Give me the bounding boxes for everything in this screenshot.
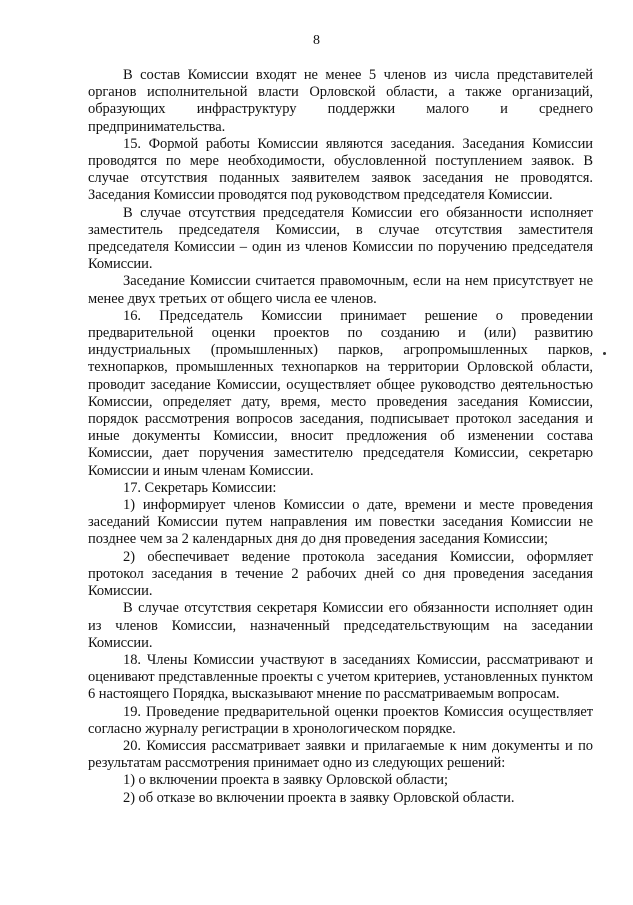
paragraph-commission-composition: В состав Комиссии входят не менее 5 членов из числа представителей органов исполнительной власти Орловской области, а также организаций, образующих инфраструктуру поддержки малого и среднего предпринимательства. (88, 67, 593, 135)
paragraph-chair-absence: В случае отсутствия председателя Комиссии его обязанности исполняет заместитель председателя Комиссии, в случае отсутствия заместителя председателя Комиссии – один из членов Комиссии по поручению председателя Комиссии. (88, 204, 593, 273)
paragraph-17-secretary: 17. Секретарь Комиссии: (123, 479, 277, 496)
paragraph-quorum: Заседание Комиссии считается правомочным, если на нем присутствует не менее двух третьих от общего числа ее членов. (88, 273, 593, 307)
paragraph-19-assessment: 19. Проведение предварительной оценки проектов Комиссия осуществляет согласно журналу регистрации в хронологическом порядке. (88, 703, 593, 737)
paragraph-15-meetings: 15. Формой работы Комиссии являются заседания. Заседания Комиссии проводятся по мере необходимости, обусловленной поступлением заявок. В случае отсутствия поданных заявителем заявок заседания не проводятся. Заседания Комиссии проводятся под руководством председателя Комиссии. (88, 135, 593, 204)
paragraph-secretary-absence: В случае отсутствия секретаря Комиссии его обязанности исполняет один из членов Комиссии, назначенный председательствующим на заседании Комиссии. (88, 600, 593, 651)
page-number: 8 (313, 33, 320, 48)
paragraph-17-item-1: 1) информирует членов Комиссии о дате, времени и месте проведения заседаний Комиссии путем направления им повестки заседания Комиссии не позднее чем за 2 календарных дня до дня проведения заседания Комиссии; (88, 497, 593, 548)
paragraph-20-item-1: 1) о включении проекта в заявку Орловской области; (123, 772, 448, 789)
paragraph-16-chairman: 16. Председатель Комиссии принимает решение о проведении предварительной оценки проектов по созданию и (или) развитию индустриальных (промышленных) парков, агропромышленных парков, технопарков, промышленных технопарков на территории Орловской области, проводит заседание Комиссии, осуществляет общее руководство деятельностью Комиссии, определяет дату, время, место проведения заседания Комиссии, порядок рассмотрения вопросов заседания, подписывает протокол заседания и иные документы Комиссии, вносит предложения об изменении состава Комиссии, дает поручения заместителю председателя Комиссии, секретарю Комиссии и иным членам Комиссии. (88, 307, 593, 479)
paragraph-17-item-2: 2) обеспечивает ведение протокола заседания Комиссии, оформляет протокол заседания в течение 2 рабочих дней со дня проведения заседания Комиссии. (88, 548, 593, 600)
document-body (88, 67, 593, 807)
paragraph-20-decisions: 20. Комиссия рассматривает заявки и прилагаемые к ним документы и по результатам рассмотрения принимает одно из следующих решений: (88, 737, 593, 772)
paragraph-18-members: 18. Члены Комиссии участвуют в заседаниях Комиссии, рассматривают и оценивают представленные проекты с учетом критериев, установленных пунктом 6 настоящего Порядка, высказывают мнение по рассматриваемым вопросам. (88, 651, 593, 703)
scan-speck (603, 352, 606, 355)
paragraph-20-item-2: 2) об отказе во включении проекта в заявку Орловской области. (123, 789, 515, 806)
